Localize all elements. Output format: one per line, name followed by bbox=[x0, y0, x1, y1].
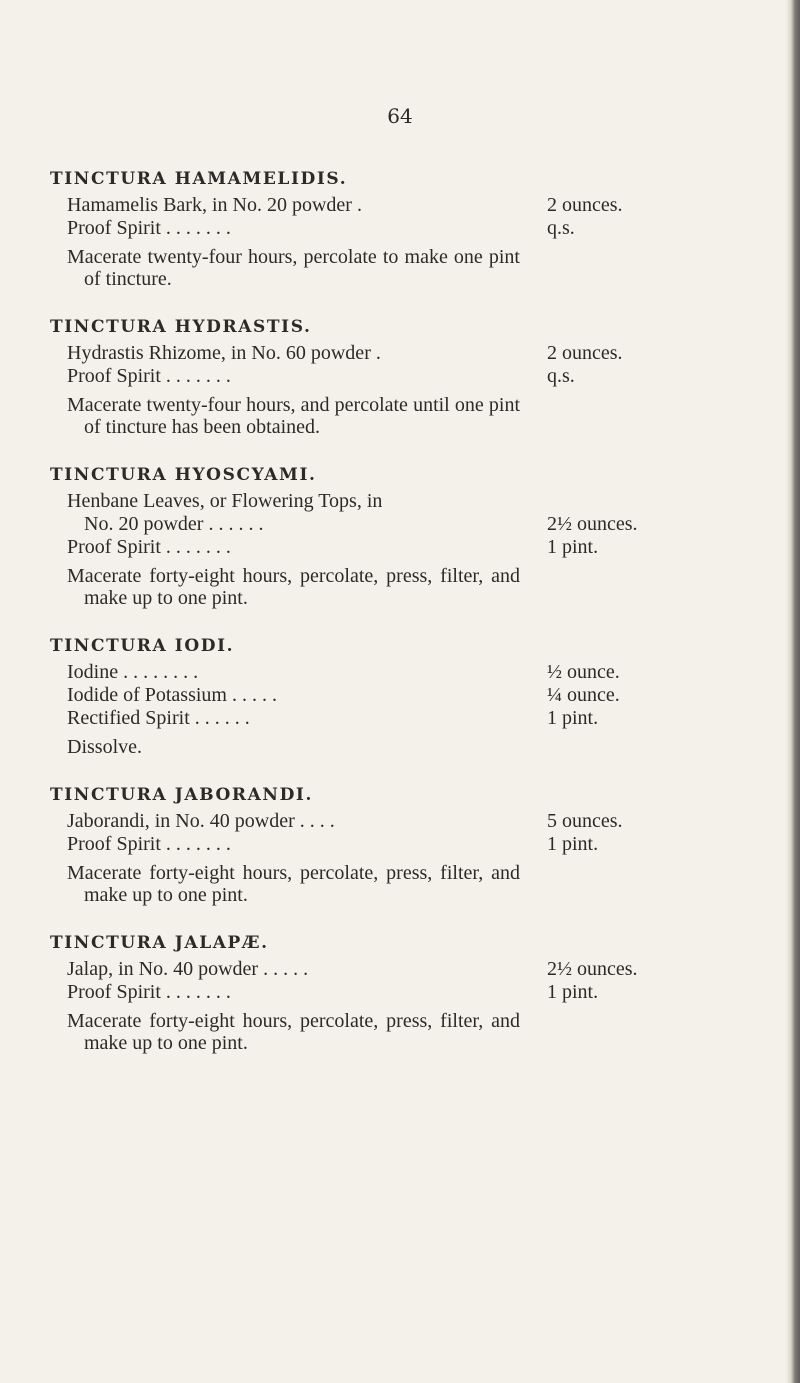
ingredient-name bbox=[50, 490, 522, 536]
ingredient-label: Rectified Spirit bbox=[67, 707, 190, 729]
recipe-instruction: Dissolve. bbox=[67, 736, 142, 758]
ingredient-label: Henbane Leaves, or Flowering Tops, in bbox=[67, 490, 383, 512]
ingredient-name bbox=[50, 342, 522, 365]
page-edge-shadow bbox=[786, 0, 800, 1383]
ingredient-row bbox=[50, 684, 750, 707]
leader-dots: . . . . bbox=[294, 810, 335, 832]
ingredient-row bbox=[50, 536, 750, 559]
ingredient-name bbox=[50, 833, 522, 856]
ingredient-amount: q.s. bbox=[547, 217, 575, 239]
ingredient-amount: q.s. bbox=[547, 365, 575, 387]
ingredient-label: Jalap, in No. 40 powder bbox=[67, 958, 259, 980]
ingredient-row bbox=[50, 810, 750, 833]
ingredient-row bbox=[50, 194, 750, 217]
leader-dots: . . . . . . . . bbox=[118, 661, 199, 683]
ingredient-row bbox=[50, 958, 750, 981]
ingredient-label: Jaborandi, in No. 40 powder bbox=[67, 810, 295, 832]
ingredient-row bbox=[50, 833, 750, 856]
leader-dots: . . . . . . . bbox=[160, 217, 231, 239]
ingredient-name bbox=[50, 707, 522, 730]
leader-dots: . . . . . . bbox=[203, 513, 264, 535]
ingredient-row bbox=[50, 707, 750, 730]
leader-dots: . . . . . . . bbox=[160, 981, 231, 1003]
recipe-instruction: Macerate twenty-four hours, and percolate until one pint of tincture has been obtained. bbox=[67, 394, 520, 438]
recipe-title: TINCTURA JALAPÆ. bbox=[50, 933, 269, 953]
ingredient-row bbox=[50, 490, 750, 536]
ingredient-amount: 1 pint. bbox=[547, 536, 599, 558]
ingredient-label: Proof Spirit bbox=[67, 833, 161, 855]
recipe-entry bbox=[50, 635, 750, 758]
ingredient-amount: 1 pint. bbox=[547, 833, 599, 855]
ingredient-label-continued-text: No. 20 powder bbox=[84, 513, 204, 535]
ingredient-name bbox=[50, 194, 522, 217]
recipe-instruction: Macerate forty-eight hours, percolate, press, filter, and make up to one pint. bbox=[67, 1010, 520, 1054]
leader-dots: . . . . . . . bbox=[160, 833, 231, 855]
ingredient-label: Hydrastis Rhizome, in No. 60 powder bbox=[67, 342, 371, 364]
recipe-entry bbox=[50, 168, 750, 290]
ingredient-amount: 1 pint. bbox=[547, 707, 599, 729]
recipe-title: TINCTURA HYOSCYAMI. bbox=[50, 465, 317, 485]
ingredient-name bbox=[50, 536, 522, 559]
ingredient-name bbox=[50, 684, 522, 707]
ingredient-amount: ½ ounce. bbox=[547, 661, 620, 683]
ingredient-name bbox=[50, 661, 522, 684]
recipe-entry bbox=[50, 316, 750, 438]
ingredient-label: Proof Spirit bbox=[67, 981, 161, 1003]
recipe-title: TINCTURA HYDRASTIS. bbox=[50, 317, 312, 337]
recipe-entry bbox=[50, 784, 750, 906]
ingredient-row bbox=[50, 342, 750, 365]
ingredient-amount: 2 ounces. bbox=[547, 194, 623, 216]
leader-dots: . . . . . . . bbox=[160, 536, 231, 558]
page-number: 64 bbox=[387, 104, 413, 128]
recipe-title: TINCTURA JABORANDI. bbox=[50, 785, 313, 805]
ingredient-label: Hamamelis Bark, in No. 20 powder bbox=[67, 194, 352, 216]
ingredient-amount: ¼ ounce. bbox=[547, 684, 620, 706]
ingredient-label: Proof Spirit bbox=[67, 217, 161, 239]
ingredient-label: Iodide of Potassium bbox=[67, 684, 227, 706]
ingredient-row bbox=[50, 981, 750, 1004]
recipe-entry bbox=[50, 464, 750, 609]
recipe-title: TINCTURA IODI. bbox=[50, 636, 235, 656]
ingredient-label: Iodine bbox=[67, 661, 119, 683]
ingredient-row bbox=[50, 661, 750, 684]
ingredient-amount: 2½ ounces. bbox=[547, 513, 638, 535]
ingredient-name bbox=[50, 217, 522, 240]
recipe-instruction: Macerate twenty-four hours, percolate to make one pint of tincture. bbox=[67, 246, 520, 290]
leader-dots: . . . . . . bbox=[189, 707, 250, 729]
leader-dots: . . . . . bbox=[258, 958, 309, 980]
ingredient-amount: 5 ounces. bbox=[547, 810, 623, 832]
ingredient-label: Proof Spirit bbox=[67, 536, 161, 558]
recipe-list bbox=[50, 168, 750, 1080]
ingredient-row bbox=[50, 217, 750, 240]
leader-dots: . bbox=[370, 342, 381, 364]
ingredient-name bbox=[50, 810, 522, 833]
ingredient-amount: 2½ ounces. bbox=[547, 958, 638, 980]
leader-dots: . . . . . bbox=[227, 684, 277, 706]
leader-dots: . . . . . . . bbox=[160, 365, 231, 387]
recipe-instruction: Macerate forty-eight hours, percolate, press, filter, and make up to one pint. bbox=[67, 565, 520, 609]
ingredient-name bbox=[50, 958, 522, 981]
ingredient-label-continued bbox=[67, 513, 522, 536]
recipe-instruction: Macerate forty-eight hours, percolate, press, filter, and make up to one pint. bbox=[67, 862, 520, 906]
ingredient-row bbox=[50, 365, 750, 388]
ingredient-name bbox=[50, 365, 522, 388]
leader-dots: . bbox=[351, 194, 362, 216]
ingredient-label: Proof Spirit bbox=[67, 365, 161, 387]
ingredient-amount: 2 ounces. bbox=[547, 342, 623, 364]
recipe-entry bbox=[50, 932, 750, 1054]
ingredient-name bbox=[50, 981, 522, 1004]
ingredient-amount: 1 pint. bbox=[547, 981, 599, 1003]
recipe-title: TINCTURA HAMAMELIDIS. bbox=[50, 169, 348, 189]
